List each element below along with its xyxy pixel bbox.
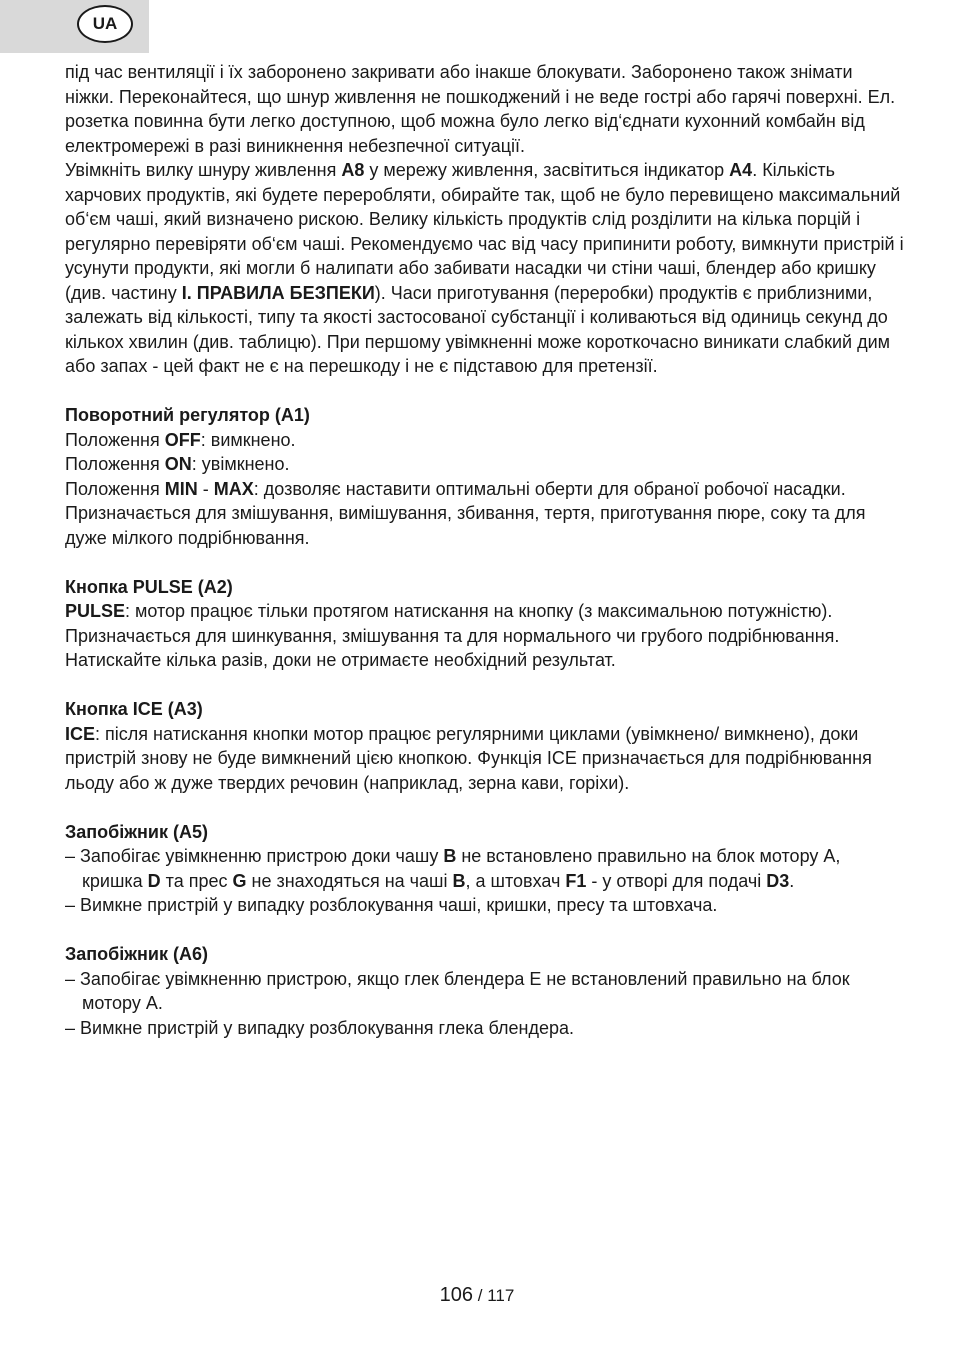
fuse-a6-item-1: – Запобігає увімкненню пристрою, якщо глек блендера E не встановлений правильно на блок мотору A. — [65, 968, 850, 1013]
fuse-a5-item-1: – Запобігає увімкненню пристрою доки чашу B не встановлено правильно на блок мотору A, кришка D та прес G не знаходяться на чаші B, а штовхач F1 - у отворі для подачі D3. — [65, 846, 841, 891]
page-number — [0, 1284, 954, 1307]
rotary-heading: Поворотний регулятор (A1) — [65, 405, 310, 425]
intro-paragraph-1: під час вентиляції і їх заборонено закривати або інакше блокувати. Заборонено також знімати ніжки. Переконайтеся, що шнур живлення не пошкоджений і не веде гострі або гарячі поверхні. Ел. розетка повинна бути легко доступною, щоб можна було легко від‘єднати кухонний комбайн від електромережі в разі виникнення небезпечної ситуації. — [65, 62, 896, 156]
current-page: 106 — [439, 1284, 474, 1306]
fuse-a6-heading: Запобіжник (A6) — [65, 944, 208, 964]
ice-heading: Кнопка ICE (A3) — [65, 699, 203, 719]
pulse-heading: Кнопка PULSE (A2) — [65, 576, 233, 597]
language-tab — [0, 0, 149, 53]
fuse-a5-heading: Запобіжник (A5) — [65, 821, 208, 842]
language-badge: UA — [77, 5, 133, 43]
page-content — [65, 60, 905, 1040]
pulse-line: PULSE: мотор працює тільки протягом натискання на кнопку (з максимальною потужністю). — [65, 601, 833, 621]
total-pages: 117 — [487, 1286, 515, 1305]
fuse-a6-item-2: – Вимкне пристрій у випадку розблокування глека блендера. — [65, 1017, 574, 1038]
rotary-on-line: Положення ON: увімкнено. — [65, 454, 290, 474]
rotary-minmax-line: Положення MIN - MAX: дозволяє наставити оптимальні оберти для обраної робочої насадки. — [65, 478, 846, 499]
fuse-a5-item-2: – Вимкне пристрій у випадку розблокування чаші, кришки, пресу та штовхача. — [65, 895, 718, 915]
rotary-off-line: Положення OFF: вимкнено. — [65, 429, 296, 450]
pulse-description: Призначається для шинкування, змішування та для нормального чи грубого подрібнювання. Натискайте кілька разів, доки не отримаєте необхідний результат. — [65, 625, 840, 670]
rotary-description: Призначається для змішування, вимішування, збивання, тертя, приготування пюре, соку та для дуже мілкого подрібнювання. — [65, 503, 866, 548]
page-separator: / — [473, 1286, 488, 1305]
ice-line: ICE: після натискання кнопки мотор працює регулярними циклами (увімкнено/ вимкнено), доки пристрій знову не буде вимкнений цією кнопкою. Функція ICE призначається для подрібнювання льоду або ж дуже твердих речовин (наприклад, зерна кави, горіхи). — [65, 723, 872, 793]
intro-paragraph-2: Увімкніть вилку шнуру живлення A8 у мережу живлення, засвітиться індикатор A4. Кількість харчових продуктів, які будете переробляти, обирайте так, щоб не було перевищено максимальний об‘єм чаші, який визначено рискою. Велику кількість продуктів слід розділити на кілька порцій і регулярно перевіряти об‘єм чаші. Рекомендуємо час від часу припинити роботу, вимкнути пристрій і усунути продукти, які могли б налипати або забивати насадки чи стіни чаші, блендер або кришку (див. частину I. ПРАВИЛА БЕЗПЕКИ). Часи приготування (переробки) продуктів є приблизними, залежать від кількості, типу та якості застосованої субстанції і коливаються від одиниць секунд до кількох хвилин (див. таблицю). При першому увімкненні може короткочасно виникати слабкий дим або запах - цей факт не є на перешкоду і не є підставою для претензії. — [65, 160, 904, 376]
